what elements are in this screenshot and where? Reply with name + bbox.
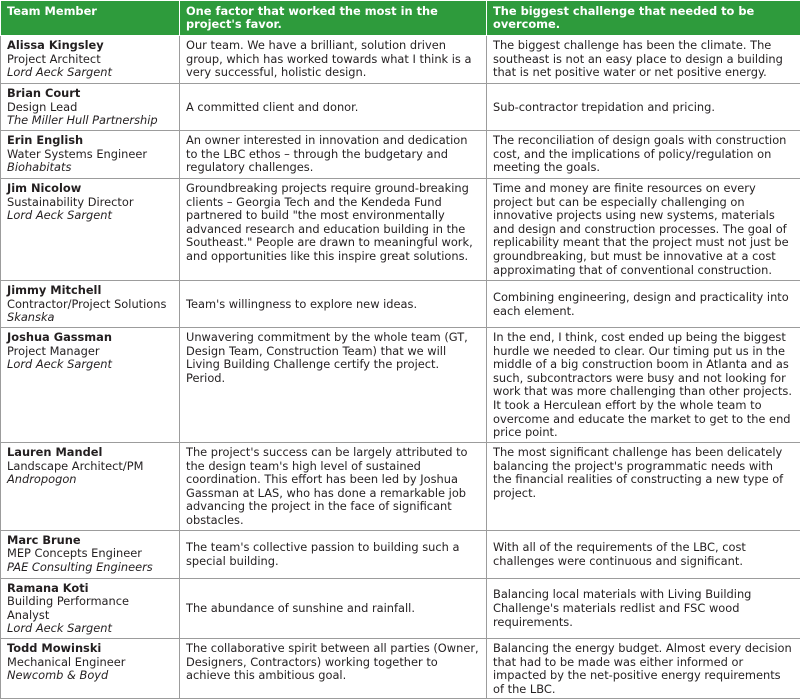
factor-cell: Groundbreaking projects require ground-breaking clients – Georgia Tech and the Kendeda Fund partnered to build "the most environmentally advanced research and education building in the Southeast." People are drawn to meaningful work, and opportunities like this inspire great solutions. [180,179,487,281]
member-org: Skanska [7,311,173,325]
member-name: Erin English [7,134,173,148]
member-cell [1,530,180,578]
member-org: Andropogon [7,473,173,487]
challenge-cell: Combining engineering, design and practicality into each element. [487,281,800,328]
challenge-cell: Time and money are finite resources on every project but can be especially challenging on innovative projects using new systems, materials and design and construction processes. The goal of replicability meant that the project must not just be groundbreaking, but must be innovative at a cost approximating that of conventional construction. [487,179,800,281]
member-cell [1,179,180,281]
member-name: Jimmy Mitchell [7,284,173,298]
member-name: Ramana Koti [7,582,173,596]
member-cell [1,443,180,531]
member-org: The Miller Hull Partnership [7,114,173,128]
challenge-cell: The reconciliation of design goals with construction cost, and the implications of policy/regulation on meeting the goals. [487,131,800,179]
factor-cell: The project's success can be largely attributed to the design team's high level of sustained coordination. This effort has been led by Joshua Gassman at LAS, who has done a remarkable job advancing the project in the face of significant obstacles. [180,443,487,531]
factor-cell: An owner interested in innovation and dedication to the LBC ethos – through the budgetary and regulatory challenges. [180,131,487,179]
member-title: Project Architect [7,53,173,67]
member-org: Lord Aeck Sargent [7,622,173,636]
table-row [1,530,800,578]
member-name: Todd Mowinski [7,642,173,656]
factor-cell: Our team. We have a brilliant, solution driven group, which has worked towards what I think is a very successful, holistic design. [180,36,487,84]
table-row [1,578,800,638]
factor-cell: A committed client and donor. [180,84,487,131]
member-name: Marc Brune [7,534,173,548]
header-challenge: The biggest challenge that needed to be overcome. [487,1,800,36]
member-cell [1,328,180,443]
member-org: Biohabitats [7,161,173,175]
member-title: Mechanical Engineer [7,656,173,670]
factor-cell: The abundance of sunshine and rainfall. [180,578,487,638]
member-name: Alissa Kingsley [7,39,173,53]
table-row [1,36,800,84]
member-title: Landscape Architect/PM [7,460,173,474]
member-title: Project Manager [7,345,173,359]
challenge-cell: In the end, I think, cost ended up being the biggest hurdle we needed to clear. Our timing put us in the middle of a big construction boom in Atlanta and as such, subcontractors were busy and not looking for work that was more challenging than other projects. It took a Herculean effort by the whole team to overcome and educate the market to get to the end price point. [487,328,800,443]
challenge-cell: Balancing the energy budget. Almost every decision that had to be made was either informed or impacted by the net-positive energy requirements of the LBC. [487,638,800,698]
member-org: Lord Aeck Sargent [7,209,173,223]
table-row [1,328,800,443]
member-cell [1,638,180,698]
member-cell [1,36,180,84]
header-row [1,1,800,36]
challenge-cell: The biggest challenge has been the climate. The southeast is not an easy place to design a building that is net positive water or net positive energy. [487,36,800,84]
member-org: Newcomb & Boyd [7,669,173,683]
member-title: Design Lead [7,101,173,115]
member-cell [1,84,180,131]
member-title: Contractor/Project Solutions [7,298,173,312]
member-title: Building Performance Analyst [7,595,173,622]
table-row [1,443,800,531]
table-row [1,281,800,328]
member-org: Lord Aeck Sargent [7,66,173,80]
challenge-cell: Sub-contractor trepidation and pricing. [487,84,800,131]
factor-cell: The collaborative spirit between all parties (Owner, Designers, Contractors) working together to achieve this ambitious goal. [180,638,487,698]
member-name: Lauren Mandel [7,446,173,460]
factor-cell: The team's collective passion to building such a special building. [180,530,487,578]
member-name: Joshua Gassman [7,331,173,345]
member-org: PAE Consulting Engineers [7,561,173,575]
member-cell [1,131,180,179]
table-row [1,131,800,179]
factor-cell: Team's willingness to explore new ideas. [180,281,487,328]
table-row [1,638,800,698]
member-title: Water Systems Engineer [7,148,173,162]
header-team-member: Team Member [1,1,180,36]
member-title: MEP Concepts Engineer [7,547,173,561]
member-name: Jim Nicolow [7,182,173,196]
member-title: Sustainability Director [7,196,173,210]
challenge-cell: The most significant challenge has been delicately balancing the project's programmatic needs with the financial realities of constructing a new type of project. [487,443,800,531]
factor-cell: Unwavering commitment by the whole team (GT, Design Team, Construction Team) that we will Living Building Challenge certify the project. Period. [180,328,487,443]
header-factor: One factor that worked the most in the project's favor. [180,1,487,36]
table-row [1,84,800,131]
member-name: Brian Court [7,87,173,101]
table-row [1,179,800,281]
member-cell [1,578,180,638]
member-org: Lord Aeck Sargent [7,358,173,372]
challenge-cell: With all of the requirements of the LBC, cost challenges were continuous and significant. [487,530,800,578]
member-cell [1,281,180,328]
challenge-cell: Balancing local materials with Living Building Challenge's materials redlist and FSC wood requirements. [487,578,800,638]
